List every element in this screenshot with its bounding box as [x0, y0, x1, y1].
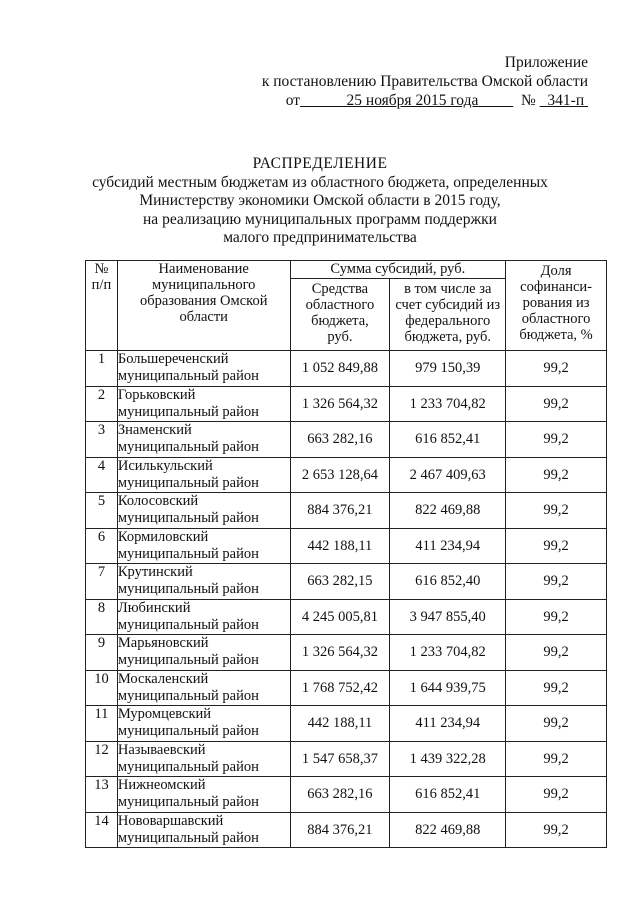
table-row — [86, 599, 607, 635]
row-number: 2 — [86, 386, 118, 422]
row-number: 11 — [86, 706, 118, 742]
municipality-name: Любинский муниципальный район — [117, 599, 290, 635]
title-line: малого предпринимательства — [223, 229, 417, 246]
title-main: РАСПРЕДЕЛЕНИЕ — [252, 155, 388, 172]
row-number: 6 — [86, 528, 118, 564]
municipality-name: Марьяновский муниципальный район — [117, 635, 290, 671]
regional-amount: 2 653 128,64 — [290, 457, 390, 493]
federal-amount: 616 852,41 — [390, 422, 506, 458]
cofinancing-share: 99,2 — [506, 599, 607, 635]
federal-amount: 1 233 704,82 — [390, 386, 506, 422]
regional-amount: 663 282,16 — [290, 777, 390, 813]
cofinancing-share: 99,2 — [506, 812, 607, 848]
federal-amount: 616 852,40 — [390, 564, 506, 600]
table-row — [86, 493, 607, 529]
header-number: № п/п — [86, 261, 118, 351]
municipality-name: Исилькульский муниципальный район — [117, 457, 290, 493]
federal-amount: 1 233 704,82 — [390, 635, 506, 671]
regional-amount: 1 768 752,42 — [290, 670, 390, 706]
federal-amount: 616 852,41 — [390, 777, 506, 813]
row-number: 5 — [86, 493, 118, 529]
row-number: 12 — [86, 741, 118, 777]
cofinancing-share: 99,2 — [506, 386, 607, 422]
federal-amount: 411 234,94 — [390, 706, 506, 742]
cofinancing-share: 99,2 — [506, 457, 607, 493]
municipality-name: Нижнеомский муниципальный район — [117, 777, 290, 813]
row-number: 10 — [86, 670, 118, 706]
table-row — [86, 635, 607, 671]
row-number: 1 — [86, 351, 118, 387]
cofinancing-share: 99,2 — [506, 706, 607, 742]
appendix-label: Приложение — [504, 54, 588, 71]
table-row — [86, 528, 607, 564]
municipality-name: Кормиловский муниципальный район — [117, 528, 290, 564]
regional-amount: 884 376,21 — [290, 812, 390, 848]
cofinancing-share: 99,2 — [506, 422, 607, 458]
cofinancing-share: 99,2 — [506, 528, 607, 564]
row-number: 3 — [86, 422, 118, 458]
header-federal-funds: в том числе за счет субсидий из федерального бюджета, руб. — [390, 279, 506, 351]
federal-amount: 2 467 409,63 — [390, 457, 506, 493]
cofinancing-share: 99,2 — [506, 635, 607, 671]
cofinancing-share: 99,2 — [506, 777, 607, 813]
cofinancing-share: 99,2 — [506, 741, 607, 777]
header-regional-funds: Средства областного бюджета, руб. — [290, 279, 390, 351]
table-row — [86, 741, 607, 777]
table-row — [86, 564, 607, 600]
title-line: Министерству экономики Омской области в 2015 году, — [139, 192, 501, 209]
number-label: № — [520, 92, 536, 109]
municipality-name: Знаменский муниципальный район — [117, 422, 290, 458]
municipality-name: Нововаршавский муниципальный район — [117, 812, 290, 848]
table-row — [86, 351, 607, 387]
row-number: 9 — [86, 635, 118, 671]
table-row — [86, 386, 607, 422]
cofinancing-share: 99,2 — [506, 351, 607, 387]
regional-amount: 884 376,21 — [290, 493, 390, 529]
federal-amount: 822 469,88 — [390, 812, 506, 848]
title-line: субсидий местным бюджетам из областного бюджета, определенных — [92, 173, 548, 191]
row-number: 8 — [86, 599, 118, 635]
appendix-header — [262, 53, 588, 110]
regional-amount: 1 326 564,32 — [290, 635, 390, 671]
row-number: 14 — [86, 812, 118, 848]
title-line: на реализацию муниципальных программ поддержки — [143, 210, 497, 228]
regional-amount: 1 326 564,32 — [290, 386, 390, 422]
cofinancing-share: 99,2 — [506, 564, 607, 600]
regional-amount: 4 245 005,81 — [290, 599, 390, 635]
municipality-name: Москаленский муниципальный район — [117, 670, 290, 706]
row-number: 13 — [86, 777, 118, 813]
federal-amount: 979 150,39 — [390, 351, 506, 387]
cofinancing-share: 99,2 — [506, 493, 607, 529]
federal-amount: 1 439 322,28 — [390, 741, 506, 777]
subsidy-table — [85, 260, 607, 848]
table-row — [86, 812, 607, 848]
federal-amount: 822 469,88 — [390, 493, 506, 529]
table-row — [86, 670, 607, 706]
regional-amount: 442 188,11 — [290, 528, 390, 564]
table-row — [86, 777, 607, 813]
header-subsidy-sum: Сумма субсидий, руб. — [290, 261, 506, 279]
federal-amount: 3 947 855,40 — [390, 599, 506, 635]
resolution-date: 25 ноября 2015 года — [346, 92, 479, 109]
table-row — [86, 422, 607, 458]
municipality-name: Горьковский муниципальный район — [117, 386, 290, 422]
table-row — [86, 457, 607, 493]
header-municipality: Наименование муниципального образования Омской области — [117, 261, 290, 351]
header-cofinancing-share: Доля софинанси- рования из областного бюджета, % — [506, 261, 607, 351]
row-number: 4 — [86, 457, 118, 493]
resolution-date-number — [262, 91, 588, 110]
resolution-number: 341-п — [547, 92, 585, 109]
resolution-reference: к постановлению Правительства Омской области — [261, 73, 588, 90]
regional-amount: 1 052 849,88 — [290, 351, 390, 387]
document-title — [0, 155, 640, 248]
regional-amount: 663 282,16 — [290, 422, 390, 458]
federal-amount: 1 644 939,75 — [390, 670, 506, 706]
regional-amount: 442 188,11 — [290, 706, 390, 742]
table-row — [86, 706, 607, 742]
row-number: 7 — [86, 564, 118, 600]
municipality-name: Большереченский муниципальный район — [117, 351, 290, 387]
regional-amount: 1 547 658,37 — [290, 741, 390, 777]
date-prefix: от — [285, 92, 301, 109]
municipality-name: Муромцевский муниципальный район — [117, 706, 290, 742]
municipality-name: Называевский муниципальный район — [117, 741, 290, 777]
municipality-name: Колосовский муниципальный район — [117, 493, 290, 529]
federal-amount: 411 234,94 — [390, 528, 506, 564]
municipality-name: Крутинский муниципальный район — [117, 564, 290, 600]
regional-amount: 663 282,15 — [290, 564, 390, 600]
cofinancing-share: 99,2 — [506, 670, 607, 706]
